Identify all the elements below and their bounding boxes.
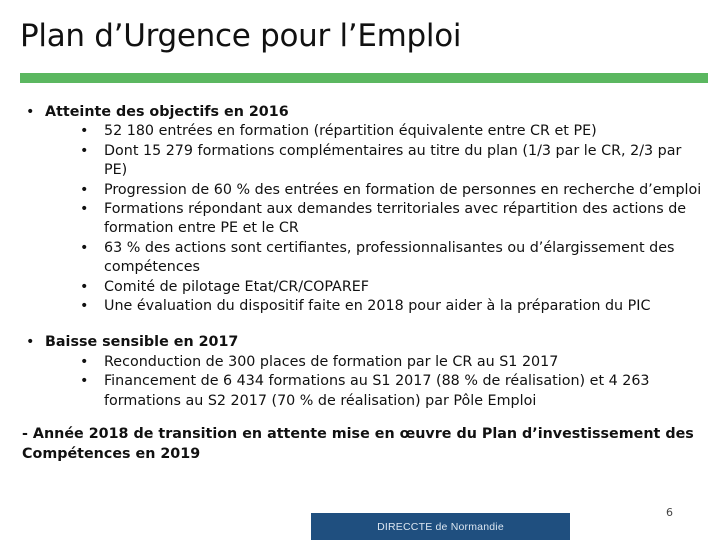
section-heading: Atteinte des objectifs en 2016 — [45, 104, 289, 120]
list-item: • Reconduction de 300 places de formation par le CR au S1 2017 — [68, 353, 702, 372]
bullet-icon: • — [80, 123, 89, 140]
bullet-icon: • — [80, 239, 89, 256]
bullet-icon: • — [80, 181, 89, 198]
bullet-icon: • — [80, 298, 89, 315]
spacer — [22, 411, 702, 425]
section-heading: Baisse sensible en 2017 — [45, 334, 239, 351]
bullet-icon: • — [80, 142, 89, 159]
sub-list — [45, 122, 702, 316]
list-item: • Comité de pilotage Etat/CR/COPAREF — [68, 278, 702, 297]
direccte-logo — [311, 513, 570, 540]
slide-title: Plan d’Urgence pour l’Emploi — [20, 18, 462, 54]
bullet-icon: • — [80, 201, 89, 218]
logo-text: DIRECCTE de Normandie — [377, 520, 504, 533]
section-objectifs-2016 — [22, 103, 702, 316]
bullet-icon: • — [80, 278, 89, 295]
title-underline-bar — [20, 73, 708, 83]
closing-note: - Année 2018 de transition en attente mise en œuvre du Plan d’investissement des Compétences en 2019 — [22, 426, 694, 462]
list-item: • 52 180 entrées en formation (répartition équivalente entre CR et PE) — [68, 122, 702, 141]
page-number: 6 — [666, 506, 673, 519]
sub-list — [45, 353, 702, 411]
bullet-icon: • — [26, 104, 35, 120]
list-item: • Formations répondant aux demandes territoriales avec répartition des actions de formation entre PE et le CR — [80, 201, 687, 237]
list-item: • Une évaluation du dispositif faite en 2018 pour aider à la préparation du PIC — [68, 297, 702, 316]
list-item: • Progression de 60 % des entrées en formation de personnes en recherche d’emploi — [68, 181, 702, 200]
section-baisse-2017 — [22, 333, 702, 411]
section-list — [22, 103, 702, 411]
list-item: • Financement de 6 434 formations au S1 2017 (88 % de réalisation) et 4 263 formations au S2 2017 (70 % de réalisation) par Pôle Emploi — [80, 373, 650, 409]
bullet-icon: • — [26, 334, 35, 351]
bullet-icon: • — [80, 353, 89, 370]
list-item: • 63 % des actions sont certifiantes, professionnalisantes ou d’élargissement des compétences — [80, 239, 675, 276]
bullet-icon: • — [80, 373, 89, 390]
list-item: • Dont 15 279 formations complémentaires au titre du plan (1/3 par le CR, 2/3 par PE) — [80, 142, 682, 179]
slide-body — [22, 103, 702, 464]
spacer — [22, 316, 702, 333]
